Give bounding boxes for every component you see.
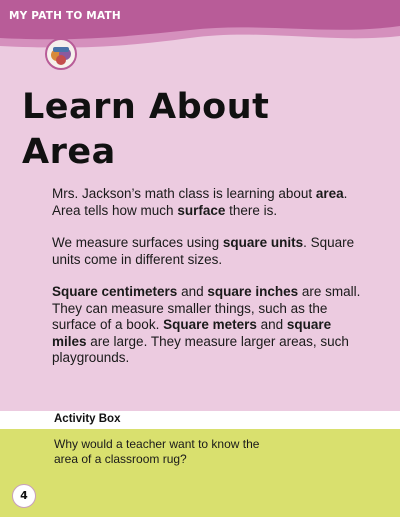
activity-question: Why would a teacher want to know the area of a classroom rug?: [54, 437, 260, 466]
p2-text-a: We measure surfaces using: [52, 235, 223, 250]
series-badge-icon: [45, 38, 77, 70]
term-surface: surface: [177, 202, 226, 218]
body-text: [52, 186, 367, 383]
activity-box-header: [0, 411, 400, 429]
activity-box: [0, 429, 400, 517]
p1-text-e: there is.: [225, 202, 278, 218]
p1-text-a: Mrs. Jackson’s math class is learning about: [52, 186, 316, 201]
p1-text-c: . Area tells how much: [52, 186, 348, 218]
term-area: area: [315, 186, 344, 201]
paragraph-2: [52, 235, 367, 268]
paragraph-3: [52, 284, 367, 367]
term-square-miles: square miles: [52, 317, 332, 349]
paragraph-1: [52, 186, 367, 219]
term-square-centimeters: Square centimeters: [52, 284, 178, 299]
p3-text-h: are large. They measure larger areas, such playgrounds.: [52, 333, 349, 365]
page-number: 4: [12, 484, 36, 508]
p3-text-b: and: [177, 284, 208, 299]
term-square-inches: square inches: [207, 284, 299, 299]
page-title: Learn About Area: [22, 87, 270, 172]
term-square-units: square units: [222, 235, 304, 250]
term-square-meters: Square meters: [163, 317, 257, 332]
p3-text-d: are small. They can measure smaller things, such as the surface of a book.: [52, 284, 361, 332]
activity-box-label: Activity Box: [54, 413, 121, 425]
p3-text-f: and: [256, 317, 287, 332]
p2-text-c: . Square units come in different sizes.: [52, 235, 355, 267]
series-label: MY PATH TO MATH: [9, 10, 121, 22]
